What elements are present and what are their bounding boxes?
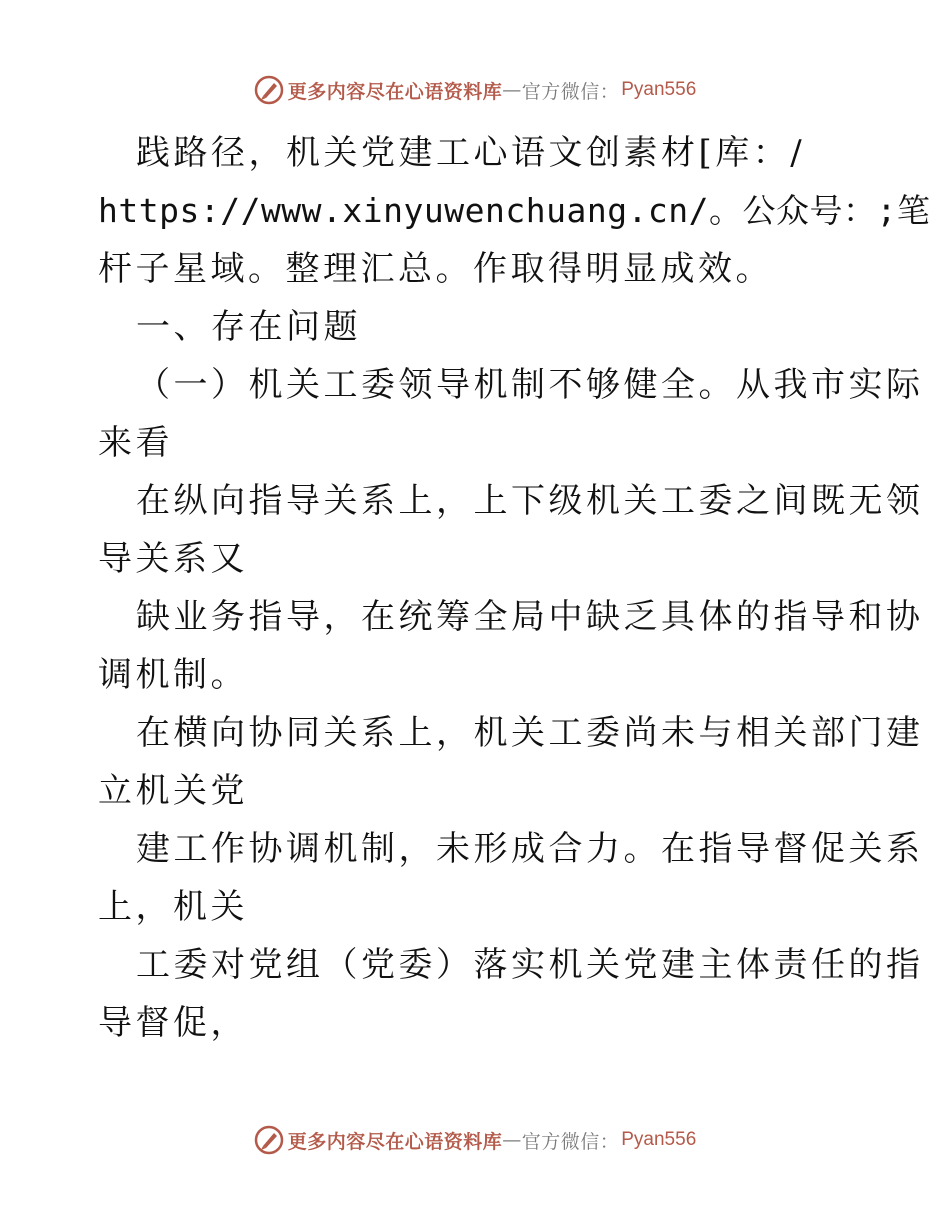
text-line: 工委对党组（党委）落实机关党建主体责任的指 xyxy=(136,945,924,985)
banner-wechat-label: 官方微信： xyxy=(521,1130,620,1153)
banner-wechat-id: Pyan556 xyxy=(621,79,697,100)
header-watermark-banner xyxy=(0,70,950,110)
banner-text: 更多内容尽在心语资料库 xyxy=(287,80,503,103)
text-line: 导关系又 xyxy=(98,539,248,579)
text-line: 践路径，机关党建工心语文创素材[库：/ xyxy=(136,133,806,173)
document-body xyxy=(98,124,931,1052)
banner-text: 更多内容尽在心语资料库 xyxy=(287,1130,503,1153)
pen-logo-icon xyxy=(254,1125,284,1155)
section-heading: 一、存在问题 xyxy=(136,307,361,347)
text-line: 调机制。 xyxy=(98,655,248,695)
text-line: 导督促， xyxy=(98,1003,248,1043)
text-line: 来看 xyxy=(98,423,173,463)
subsection-heading: （一）机关工委领导机制不够健全。从我市实际 xyxy=(136,365,924,405)
text-line-url: https://www.xinyuwenchuang.cn/。公众号：;笔 xyxy=(98,191,931,230)
text-line: 缺业务指导，在统筹全局中缺乏具体的指导和协 xyxy=(136,597,924,637)
text-line: 杆子星域。整理汇总。作取得明显成效。 xyxy=(98,249,773,289)
text-line: 上，机关 xyxy=(98,887,248,927)
text-line: 建工作协调机制，未形成合力。在指导督促关系 xyxy=(136,829,924,869)
banner-wechat-id: Pyan556 xyxy=(621,1129,697,1150)
text-line: 在横向协同关系上，机关工委尚未与相关部门建 xyxy=(136,713,924,753)
pen-logo-icon xyxy=(254,75,284,105)
banner-dash: — xyxy=(502,1129,522,1151)
footer-watermark-banner xyxy=(0,1120,950,1160)
text-line: 立机关党 xyxy=(98,771,248,811)
banner-dash: — xyxy=(502,79,522,101)
banner-wechat-label: 官方微信： xyxy=(521,80,620,103)
text-line: 在纵向指导关系上，上下级机关工委之间既无领 xyxy=(136,481,924,521)
